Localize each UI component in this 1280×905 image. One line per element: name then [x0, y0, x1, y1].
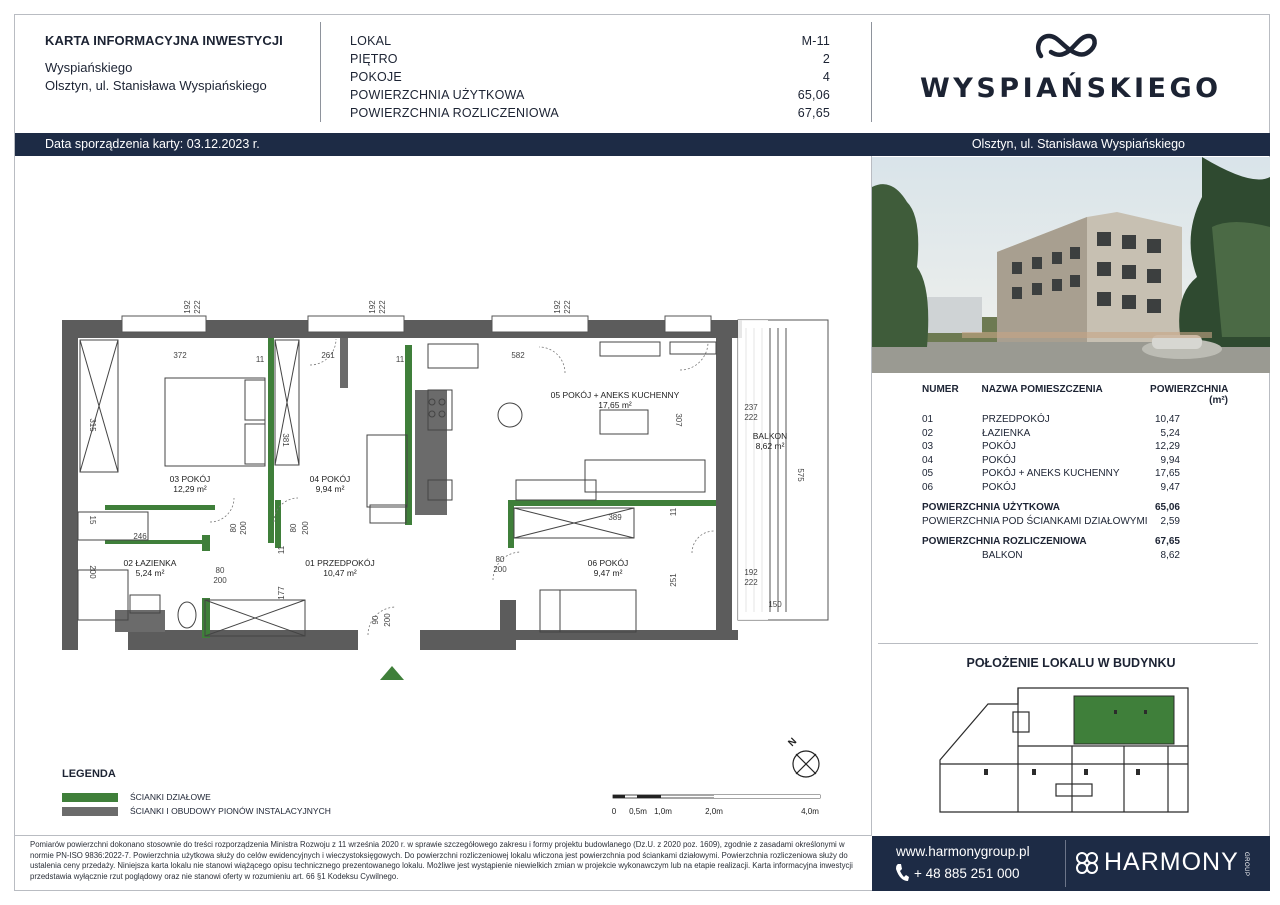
legend [62, 768, 331, 820]
header-divider [320, 22, 321, 122]
dimension-label: 80 [495, 555, 505, 564]
table-row: 01 PRZEDPOKÓJ 10,47 [922, 414, 1180, 425]
phone-link[interactable]: + 48 885 251 000 [914, 866, 1020, 881]
logo-mark-icon [1035, 30, 1105, 62]
dimension-label: 150 [768, 600, 782, 609]
dimension-label: 222 [744, 413, 758, 422]
dimension-label: 192 [553, 300, 562, 314]
section-divider [878, 643, 1258, 644]
dimension-label: 90 [371, 615, 380, 625]
rooms-table [922, 384, 1242, 563]
contact-bar [872, 836, 1270, 891]
unit-specs [350, 32, 830, 122]
dimension-label: 80 [215, 566, 225, 575]
dimension-label: 177 [277, 586, 286, 600]
investment-address: Olsztyn, ul. Stanisława Wyspiańskiego [45, 78, 267, 93]
room-label: 01 PRZEDPOKÓJ [305, 558, 375, 568]
dimension-label: 11 [277, 545, 286, 555]
dimension-label: 389 [608, 513, 622, 522]
dimension-label: 237 [744, 403, 758, 412]
dimension-label: 307 [674, 413, 683, 427]
compass-icon [782, 732, 832, 782]
room-area: 8,62 m² [755, 441, 785, 451]
dimension-label: 372 [173, 351, 187, 360]
room-area: 9,47 m² [593, 568, 623, 578]
bar-address: Olsztyn, ul. Stanisława Wyspiańskiego [971, 137, 1185, 151]
phone-icon [894, 863, 910, 883]
dimension-label: 200 [213, 576, 227, 585]
dimension-label: 261 [321, 351, 335, 360]
room-label: 04 POKÓJ [309, 474, 351, 484]
harmony-logo-icon [1074, 850, 1100, 876]
rooms-table-header: NUMER NAZWA POMIESZCZENIA POWIERZCHNIA (m²) [922, 384, 1229, 406]
room-area: 12,29 m² [173, 484, 207, 494]
dimension-label: 11 [255, 355, 265, 364]
scale-bar [610, 792, 825, 822]
room-label: 02 ŁAZIENKA [123, 558, 177, 568]
investment-name: Wyspiańskiego [45, 60, 133, 75]
brand-sub: GROUP [1243, 852, 1249, 877]
header-divider [871, 22, 872, 122]
room-area: 9,94 m² [315, 484, 345, 494]
dimension-label: 200 [239, 521, 248, 535]
room-label: 03 POKÓJ [169, 474, 211, 484]
scale-label: 4,0m [801, 807, 819, 816]
table-row: 04 POKÓJ 9,94 [922, 454, 1180, 466]
dimension-label: 11 [395, 355, 405, 364]
dimension-label: 200 [493, 565, 507, 574]
billing-area-row: POWIERZCHNIA ROZLICZENIOWA 67,65 [922, 536, 1180, 547]
table-row: 06 POKÓJ 9,47 [922, 481, 1180, 493]
footer-divider [15, 835, 871, 836]
dimension-label: 192 [368, 300, 377, 314]
dimension-label: 80 [229, 523, 238, 533]
website-link[interactable]: www.harmonygroup.pl [896, 844, 1030, 859]
legend-title: LEGENDA [62, 768, 116, 780]
dimension-label: 222 [563, 300, 572, 314]
scale-label: 0 [611, 807, 617, 816]
balcony-area-row: BALKON 8,62 [982, 550, 1180, 561]
dimension-label: 315 [88, 418, 97, 432]
spec-row: PIĘTRO 2 [350, 52, 830, 66]
table-row: 05 POKÓJ + ANEKS KUCHENNY 17,65 [922, 468, 1180, 479]
dimension-label: 222 [378, 300, 387, 314]
location-title: POŁOŻENIE LOKALU W BUDYNKU [966, 656, 1176, 670]
svg-text:N: N [786, 736, 800, 749]
dimension-label: 11 [669, 507, 678, 517]
scale-label: 0,5m [629, 807, 647, 816]
info-bar [15, 133, 1270, 156]
spec-row: POWIERZCHNIA UŻYTKOWA 65,06 [350, 88, 830, 102]
card-title: KARTA INFORMACYJNA INWESTYCJI [45, 33, 283, 48]
usable-area-row: POWIERZCHNIA UŻYTKOWA 65,06 [922, 502, 1180, 513]
dimension-label: 200 [383, 613, 392, 627]
dimension-label: 15 [88, 515, 97, 525]
dimension-label: 251 [669, 573, 678, 587]
scale-label: 2,0m [705, 807, 723, 816]
room-label: BALKON [752, 431, 788, 441]
investment-logo [920, 30, 1220, 104]
dimension-label: 222 [744, 578, 758, 587]
room-area: 10,47 m² [323, 568, 357, 578]
walls-area-row: POWIERZCHNIA POD ŚCIANKAMI DZIAŁOWYMI 2,59 [922, 516, 1180, 527]
dimension-label: 80 [289, 523, 298, 533]
logo-text: WYSPIAŃSKIEGO [920, 73, 1222, 104]
floor-plan [40, 290, 840, 690]
room-label: 06 POKÓJ [587, 558, 629, 568]
contact-divider [1065, 840, 1066, 887]
spec-row: POKOJE 4 [350, 70, 830, 84]
spec-row: LOKAL M-11 [350, 34, 830, 48]
room-area: 5,24 m² [135, 568, 165, 578]
dimension-label: 582 [511, 351, 525, 360]
dimension-label: 575 [796, 468, 805, 482]
brand-name: HARMONY [1104, 848, 1239, 876]
legend-swatch [62, 793, 118, 802]
dimension-label: 222 [193, 300, 202, 314]
scale-label: 1,0m [654, 807, 672, 816]
dimension-label: 200 [301, 521, 310, 535]
legend-item: ŚCIANKI DZIAŁOWE [62, 792, 331, 802]
spec-row: POWIERZCHNIA ROZLICZENIOWA 67,65 [350, 106, 830, 120]
table-row: 02 ŁAZIENKA 5,24 [922, 427, 1180, 439]
header-info [45, 33, 283, 93]
dimension-label: 381 [281, 433, 290, 447]
room-label: 05 POKÓJ + ANEKS KUCHENNY [550, 390, 680, 400]
legend-item: ŚCIANKI I OBUDOWY PIONÓW INSTALACYJNYCH [62, 806, 331, 816]
dimension-label: 192 [183, 300, 192, 314]
dimension-label: 200 [88, 565, 97, 579]
building-location-map [938, 684, 1190, 820]
building-photo [872, 157, 1270, 373]
creation-date: Data sporządzenia karty: 03.12.2023 r. [45, 137, 260, 151]
room-area: 17,65 m² [598, 400, 632, 410]
table-row: 03 POKÓJ 12,29 [922, 441, 1180, 452]
dimension-label: 246 [133, 532, 147, 541]
legal-disclaimer: Pomiarów powierzchni dokonano stosownie do treści rozporządzenia Ministra Rozwoju z 11 września 2020 r. w sprawie szczegółowego zakresu i formy projektu budowlanego (Dz.U. z 2020 poz. 1609), zgodnie z zasadami określonymi w normie PN-ISO 9836:2022-7. Powierzchnia użytkowa służy do celów ewidencyjnych i wieczystoksięgowych. Do powierzchni rozliczeniowej lokalu wliczona jest powierzchnia pod ściankami działowymi. Powierzchnia rozliczeniowa służy do ustalenia ceny przedaży. Niniejsza karta lokalu nie stanowi wiążącego opisu technicznego prezentowanego lokalu. Możliwe jest wystąpienie niewielkich zmian w projekcie wykonawczym lub na etapie realizacji. Karta informacyjna inwestycji przedstawia wyłącznie rzut poglądowy oraz nie stanowi oferty w rozumieniu art. 66 §1 Kodeksu Cywilnego. [30, 840, 853, 881]
legend-swatch [62, 807, 118, 816]
dimension-label: 192 [744, 568, 758, 577]
